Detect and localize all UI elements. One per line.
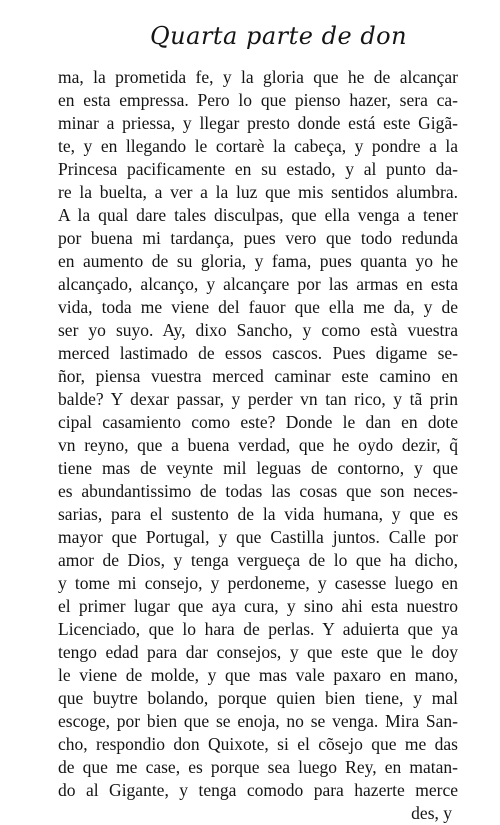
text-line: ñor, piensa vuestra merced caminar este camino en (58, 366, 458, 386)
text-line: do al Gigante, y tenga comodo para hazerte merce (58, 780, 458, 800)
text-line: mayor que Portugal, y que Castilla juntos. Calle por (58, 527, 458, 547)
text-line: en aumento de su gloria, y fama, pues quanta yo he (58, 251, 458, 271)
text-line: que buytre bolando, porque quien bien tiene, y mal (58, 688, 458, 708)
text-line: vn reyno, que a buena verdad, que he oydo dezir, q̃ (58, 435, 458, 455)
running-head: Quarta parte de don (150, 22, 408, 50)
text-line: le viene de molde, y que mas vale paxaro en mano, (58, 665, 458, 685)
text-line: tiene mas de veynte mil leguas de contorno, y que (58, 458, 458, 478)
text-line: minar a priessa, y llegar presto donde está este Gigã- (58, 113, 458, 133)
text-line: tengo edad para dar consejos, y que este que le doy (58, 642, 458, 662)
text-line: Princesa pacificamente en su estado, y al punto da- (58, 159, 458, 179)
text-line: sarias, para el sustento de la vida humana, y que es (58, 504, 458, 524)
text-line: balde? Y dexar passar, y perder vn tan rico, y tã prin (58, 389, 458, 409)
text-line: amor de Dios, y tenga vergueça de lo que ha dicho, (58, 550, 458, 570)
text-line: de que me case, es porque sea luego Rey, en matan- (58, 757, 458, 777)
text-line: cho, respondio don Quixote, si el cõsejo que me das (58, 734, 458, 754)
text-line: te, y en llegando le cortarè la cabeça, y pondre a la (58, 136, 458, 156)
text-line: Licenciado, que lo hara de perlas. Y aduierta que ya (58, 619, 458, 639)
text-line: merced lastimado de essos cascos. Pues digame se- (58, 343, 458, 363)
text-line: vida, toda me viene del fauor que ella me da, y de (58, 297, 458, 317)
text-line: es abundantissimo de todas las cosas que son neces- (58, 481, 458, 501)
text-line: re la buelta, a ver a la luz que mis sentidos alumbra. (58, 182, 458, 202)
text-line: escoge, por bien que se enoja, no se venga. Mira San- (58, 711, 458, 731)
text-line: A la qual dare tales disculpas, que ella venga a tener (58, 205, 458, 225)
text-line: por buena mi tardança, pues vero que todo redunda (58, 228, 458, 248)
text-line: cipal casamiento como este? Donde le dan en dote (58, 412, 458, 432)
text-line: el primer lugar que aya cura, y sino ahi esta nuestro (58, 596, 458, 616)
body-text (58, 66, 458, 825)
text-line: ma, la prometida fe, y la gloria que he de alcançar (58, 67, 458, 87)
text-line: alcançado, alcanço, y alcançare por las armas en esta (58, 274, 458, 294)
catchword-line: des, y (411, 803, 452, 823)
text-line: ser yo suyo. Ay, dixo Sancho, y como està vuestra (58, 320, 458, 340)
text-line: en esta empressa. Pero lo que pienso hazer, sera ca- (58, 90, 458, 110)
text-line: y tome mi consejo, y perdoneme, y casesse luego en (58, 573, 458, 593)
